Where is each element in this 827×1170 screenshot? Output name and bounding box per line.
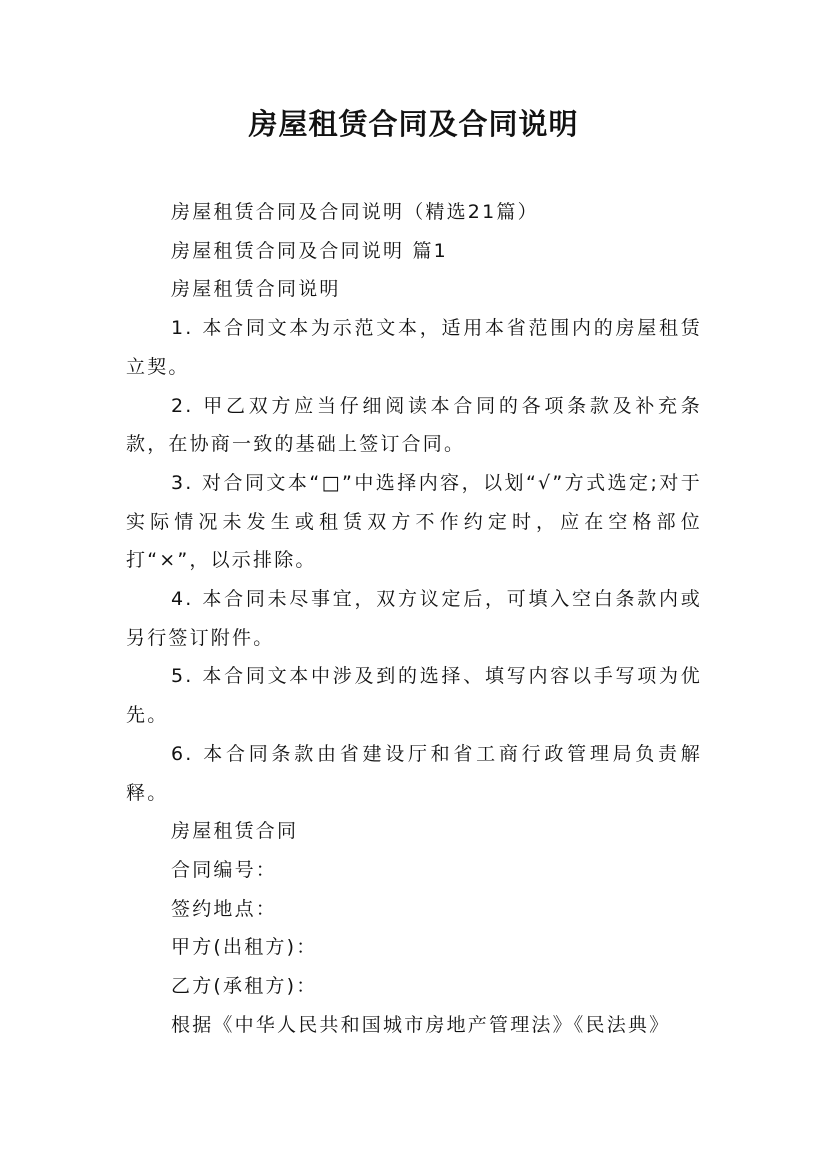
note-item-5: 5. 本合同文本中涉及到的选择、填写内容以手写项为优先。 <box>126 665 702 727</box>
note-item-1: 1. 本合同文本为示范文本，适用本省范围内的房屋租赁立契。 <box>126 317 702 378</box>
contract-number-line: 合同编号： <box>171 858 278 881</box>
section-heading-contract: 房屋租赁合同 <box>171 820 299 843</box>
document-body <box>126 193 702 1044</box>
article-heading: 房屋租赁合同及合同说明 篇1 <box>171 239 448 262</box>
note-item-2: 2. 甲乙双方应当仔细阅读本合同的各项条款及补充条款，在协商一致的基础上签订合同。 <box>126 394 702 456</box>
section-heading-contract-notes: 房屋租赁合同说明 <box>171 278 341 301</box>
party-a-line: 甲方(出租方)： <box>171 936 318 959</box>
legal-basis-line: 根据《中华人民共和国城市房地产管理法》《民法典》 <box>171 1013 671 1036</box>
note-item-3: 3. 对合同文本“□”中选择内容，以划“√”方式选定;对于实际情况未发生或租赁双方不作约定时，应在空格部位打“×”，以示排除。 <box>126 471 702 572</box>
collection-heading: 房屋租赁合同及合同说明（精选21篇） <box>171 201 539 223</box>
note-item-6: 6. 本合同条款由省建设厅和省工商行政管理局负责解释。 <box>126 742 702 804</box>
note-item-4: 4. 本合同未尽事宜，双方议定后，可填入空白条款内或另行签订附件。 <box>126 588 702 649</box>
document-title: 房屋租赁合同及合同说明 <box>248 107 579 141</box>
party-b-line: 乙方(承租方)： <box>171 975 318 998</box>
signing-location-line: 签约地点： <box>171 897 278 920</box>
